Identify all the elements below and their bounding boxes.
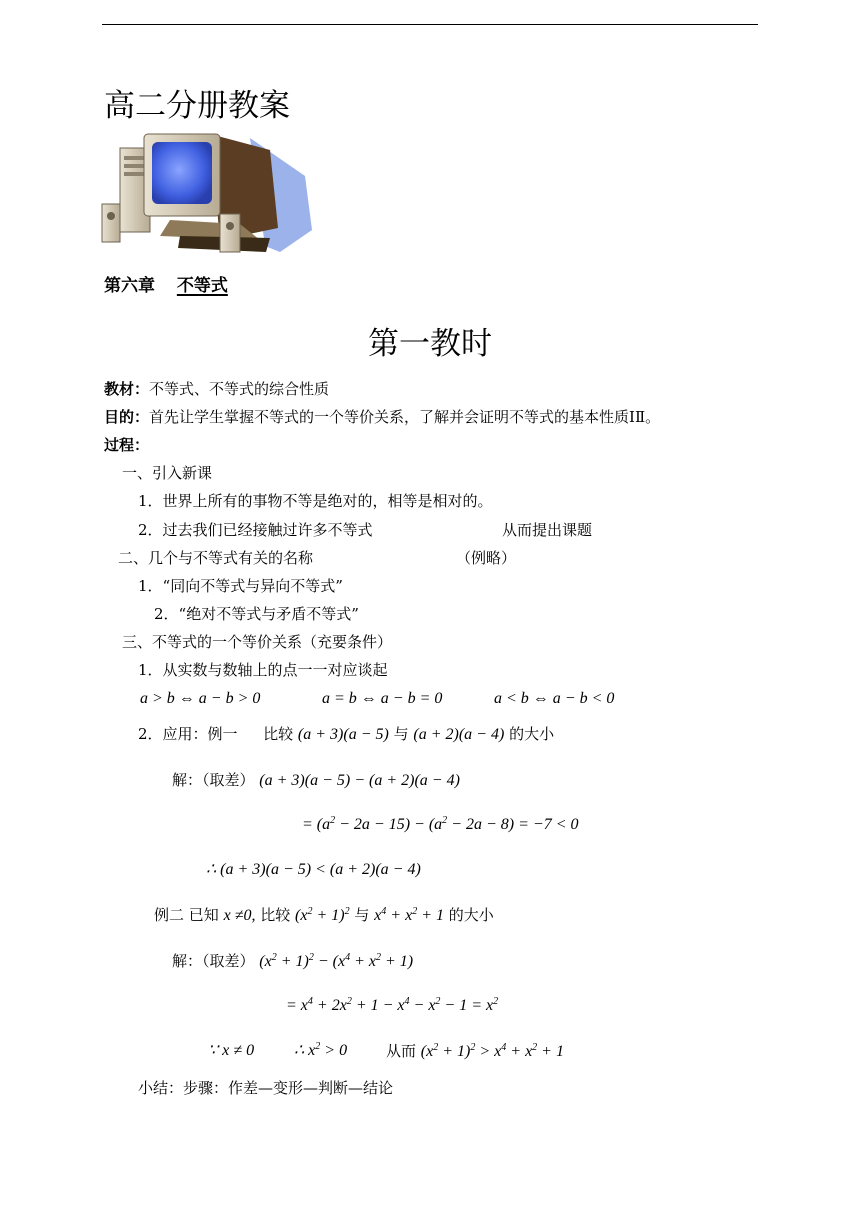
example-2-condition: x ≠0, (223, 907, 256, 924)
exponent: 2 (346, 996, 352, 1007)
solution-1-line-1 (172, 770, 460, 791)
solution-1-expr: (a + 3)(a − 5) − (a + 2)(a − 4) (259, 772, 460, 789)
solution-2-final (386, 1041, 564, 1062)
example-2-size: 的大小 (448, 906, 494, 924)
solution-1-line-2-c: − 2a − 8) = −7 < 0 (447, 816, 579, 833)
section-2-item-2: 2．“绝对不等式与矛盾不等式” (154, 605, 359, 623)
solution-1-line-2-a: = (a (302, 816, 331, 833)
solution-1-line-2-b: − 2a − 15) − (a (335, 816, 443, 833)
expr-part: = x (286, 997, 308, 1014)
exponent: 4 (307, 996, 313, 1007)
expr-part: (x (420, 1043, 434, 1060)
example-2-right-expr (374, 907, 444, 924)
expr-part: + 1) (276, 953, 309, 970)
expr-part: − x (409, 997, 436, 1014)
exponent: 2 (412, 906, 418, 917)
solution-2-then: 从而 (386, 1042, 417, 1060)
expr-part: + 1) (381, 953, 414, 970)
material-text: 不等式、不等式的综合性质 (149, 380, 330, 398)
header-rule (102, 24, 758, 25)
exponent: 2 (330, 815, 336, 826)
expr-part: − (x (313, 953, 346, 970)
exponent: 2 (532, 1042, 538, 1053)
expr-part: > 0 (320, 1042, 348, 1059)
solution-1-label: 解：（取差） (172, 771, 255, 789)
exponent: 4 (501, 1042, 507, 1053)
example-2-and: 与 (354, 906, 370, 924)
section-2-note: （例略） (456, 549, 517, 567)
example-2-left-expr (295, 907, 350, 924)
expr-part: + 1) (312, 907, 345, 924)
chapter-heading (104, 276, 228, 296)
expr-part: + 1 (417, 907, 444, 924)
exponent: 4 (345, 952, 351, 963)
solution-2-final-expr (421, 1043, 564, 1060)
lesson-title: 第一教时 (368, 326, 492, 362)
section-1-item-2: 2．过去我们已经接触过许多不等式 (138, 521, 373, 539)
exponent: 2 (271, 952, 277, 963)
goal-text: 首先让学生掌握不等式的一个等价关系，了解并会证明不等式的基本性质ⅠⅡ。 (149, 408, 661, 426)
example-1-line (138, 724, 554, 745)
exponent: 4 (381, 906, 387, 917)
exponent: 2 (376, 952, 381, 963)
exponent: 2 (433, 1042, 439, 1053)
example-2-compare: 比较 (260, 906, 291, 924)
exponent: 4 (404, 996, 410, 1007)
expr-part: (x (259, 953, 272, 970)
equivalence-equal: a = b ⇔ a − b = 0 (322, 690, 443, 707)
expr-part: + 1) (438, 1043, 471, 1060)
exponent: 2 (308, 952, 314, 963)
exponent: 2 (493, 996, 499, 1007)
section-3-heading: 三、不等式的一个等价关系（充要条件） (122, 633, 393, 651)
solution-2-therefore (294, 1041, 347, 1061)
expr-part: − 1 = x (440, 997, 494, 1014)
goal-label: 目的： (104, 408, 150, 426)
expr-part: + 1 (537, 1043, 564, 1060)
equivalence-greater: a > b ⇔ a − b > 0 (140, 690, 261, 707)
expr-part: + x (350, 953, 376, 970)
solution-2-label: 解：（取差） (172, 952, 255, 970)
solution-2-expr (259, 953, 413, 970)
expr-part: ∴ x (294, 1042, 316, 1059)
example-1-left-expr: (a + 3)(a − 5) (297, 726, 389, 743)
goal-line (104, 407, 660, 427)
equivalence-less: a < b ⇔ a − b < 0 (494, 690, 615, 707)
exponent: 2 (442, 815, 448, 826)
example-1-right-expr: (a + 2)(a − 4) (413, 726, 505, 743)
chapter-topic: 不等式 (176, 276, 228, 296)
exponent: 2 (315, 1041, 321, 1052)
section-1-heading: 一、引入新课 (122, 464, 213, 482)
example-1-compare: 比较 (263, 725, 294, 743)
expr-part: + x (386, 907, 413, 924)
expr-part: (x (295, 907, 308, 924)
material-label: 教材： (104, 380, 150, 398)
page-title: 高二分册教案 (104, 88, 290, 124)
summary-line: 小结：步骤：作差—变形—判断—结论 (138, 1079, 394, 1097)
solution-2-because: ∵ x ≠ 0 (208, 1042, 255, 1059)
expr-part: + 2x (312, 997, 347, 1014)
solution-2-line-2 (286, 996, 498, 1016)
expr-part: + 1 − x (351, 997, 405, 1014)
expr-part: > x (475, 1043, 502, 1060)
example-1-size: 的大小 (509, 725, 555, 743)
section-3-item-1: 1．从实数与数轴上的点一一对应谈起 (138, 661, 388, 679)
exponent: 2 (307, 906, 313, 917)
solution-1-conclusion: ∴ (a + 3)(a − 5) < (a + 2)(a − 4) (206, 861, 421, 878)
example-1-and: 与 (393, 725, 409, 743)
section-2-heading: 二、几个与不等式有关的名称 (118, 549, 314, 567)
expr-part: + x (506, 1043, 533, 1060)
section-2-item-1: 1．“同向不等式与异向不等式” (138, 577, 343, 595)
material-line (104, 379, 329, 399)
process-label: 过程： (104, 436, 150, 454)
solution-1-line-2 (302, 815, 578, 835)
expr-part: x (374, 907, 382, 924)
computer-clipart-icon (100, 128, 312, 258)
solution-2-line-1 (172, 951, 413, 972)
exponent: 2 (344, 906, 350, 917)
example-2-line (154, 905, 494, 926)
exponent: 2 (470, 1042, 476, 1053)
section-1-item-2-tail: 从而提出课题 (502, 521, 593, 539)
exponent: 2 (435, 996, 441, 1007)
example-2-label: 例二 已知 (154, 906, 219, 924)
section-1-item-1: 1．世界上所有的事物不等是绝对的，相等是相对的。 (138, 492, 493, 510)
example-1-label: 2．应用：例一 (138, 725, 238, 743)
chapter-label: 第六章 (104, 276, 155, 296)
